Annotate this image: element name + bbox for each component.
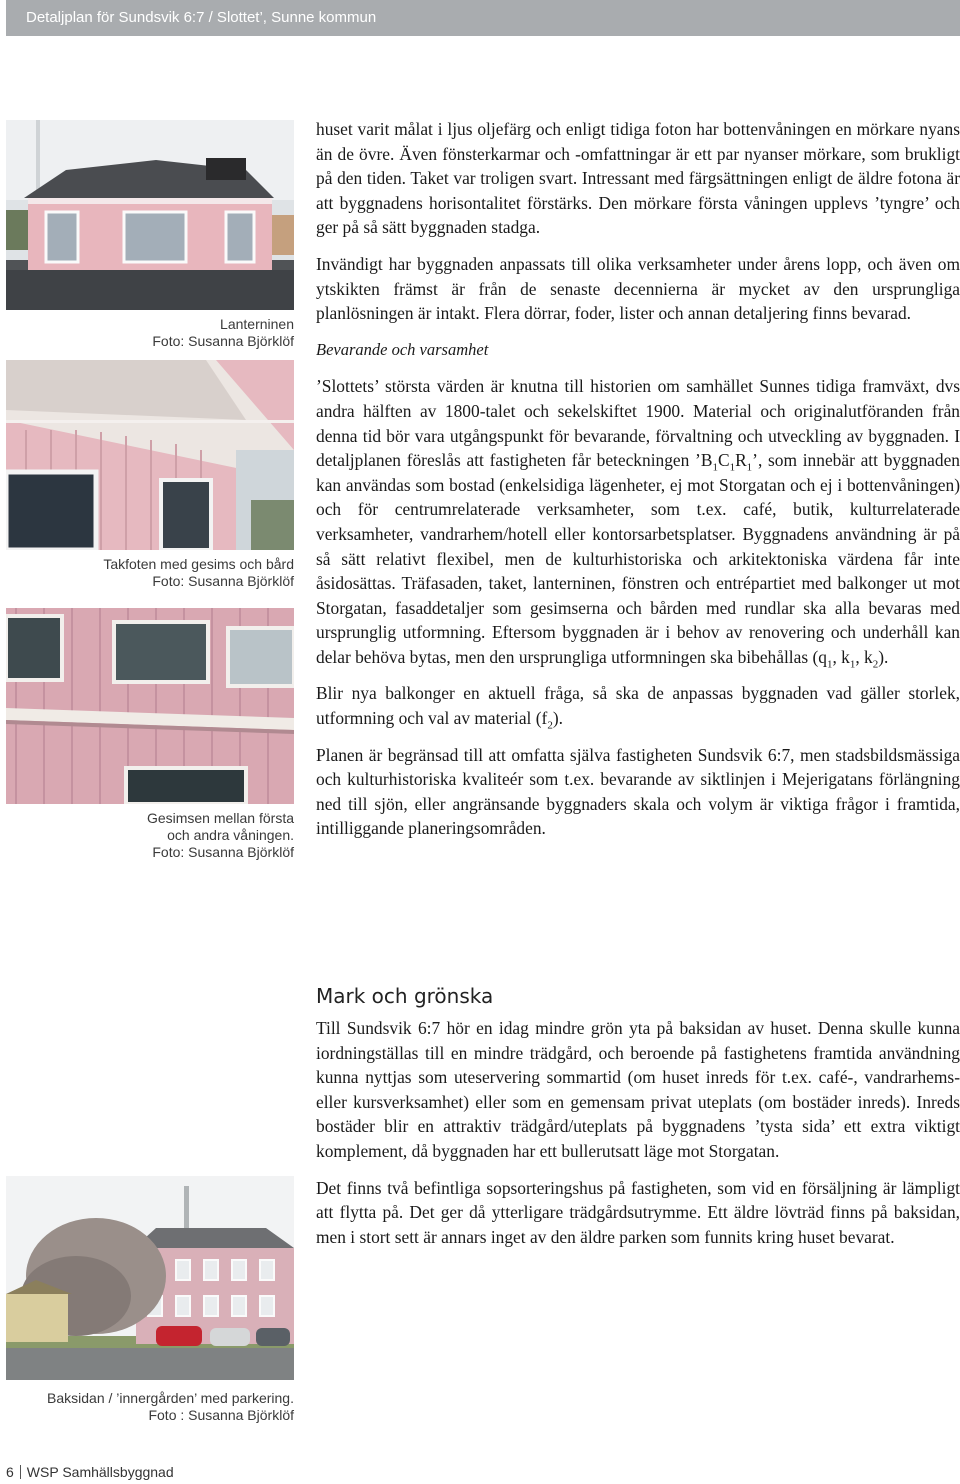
caption-title: Baksidan / ’innergården’ med parkering. bbox=[47, 1390, 294, 1406]
caption-title: Lanterninen bbox=[220, 316, 294, 332]
header-title: Detaljplan för Sundsvik 6:7 / Slottet’, Sunne kommun bbox=[26, 9, 377, 26]
caption-title-2: och andra våningen. bbox=[167, 827, 294, 843]
paragraph: huset varit målat i ljus oljefärg och enligt tidiga foton har bottenvåningen en mörkare nyans än de övre. Även fönsterkarmar och -omfattningar är ett par nyanser mörkare, som brukligt på den tiden. Taket var troligen svart. Intressant med färgsättningen enligt de äldre fotona är att byggnadens horisontalitet förstärks. Den mörkare första våningen upplevs ’tyngre’ och ger på så sätt byggnaden stadga. bbox=[316, 119, 960, 238]
caption-takfoten bbox=[4, 556, 294, 590]
caption-baksidan bbox=[4, 1390, 294, 1424]
photo-baksidan bbox=[6, 1176, 294, 1380]
text-column-upper bbox=[316, 117, 960, 841]
paragraph: Invändigt har byggnaden anpassats till olika verksamheter under årens lopp, och även om ytskikten främst är från de senaste decennierna är mycket av den ursprungliga planlösningen är intakt. Flera dörrar, foder, lister och annan detaljering finns bevarad. bbox=[316, 253, 960, 324]
photo-gesimsen bbox=[6, 608, 294, 804]
caption-lanterninen bbox=[4, 316, 294, 350]
footer-org: WSP Samhällsbyggnad bbox=[26, 1464, 174, 1480]
photo-takfoten bbox=[6, 360, 294, 550]
subheading: Bevarande och varsamhet bbox=[316, 339, 489, 359]
paragraph: Blir nya balkonger en aktuell fråga, så ska de anpassas byggnaden vad gäller storlek, utformning och val av material $(f_2)$. bbox=[316, 683, 960, 732]
page-number: 6 bbox=[6, 1464, 14, 1480]
caption-credit: Foto: Susanna Björklöf bbox=[152, 573, 294, 589]
section-heading: Mark och grönska bbox=[316, 984, 494, 1008]
caption-credit: Foto: Susanna Björklöf bbox=[152, 333, 294, 349]
footer-divider bbox=[20, 1465, 21, 1479]
page-footer bbox=[6, 1464, 174, 1480]
text-column-lower bbox=[316, 1016, 960, 1249]
paragraph: Till Sundsvik 6:7 hör en idag mindre grön yta på baksidan av huset. Denna skulle kunna iordningställas till en mindre trädgård, och beroende på fastighetens framtida användning kunna nyttjas som uteservering sommartid (om huset inreds för t.ex. café-, vandrarhems- eller kursverksamhet) eller som en gemensam privat uteplats (om bostäder inreds). Inreds bostäder blir en attraktiv trädgård/uteplats på byggnadens ’tysta sida’ ett extra viktigt komplement, då byggnaden har ett bullerutsatt läge mot Storgatan. bbox=[316, 1018, 960, 1161]
paragraph: ’Slottets’ största värden är knutna till historien om samhället Sunnes tidiga framväxt, dvs andra hälften av 1800-talet och sekelskiftet 1900. Material och originalutföranden från denna tid bör vara utgångspunkt för bevarande, förvaltning och utveckling av byggnaden. I detaljplanen föreslås att fastigheten får beteckningen $’B_1C_1R_1$’, som innebär att byggnaden kan användas som bostad (enkelsidiga lägenheter, ej mot Storgatan och ej i bottenvåningen) och för centrumrelaterade verksamheter, som t.ex. café, butik, kulturrelaterade verksamheter, vandrarhem/hotell eller kontorsarbetsplatser. Byggnadens användning är på så sätt relativt flexibel, men de kulturhistoriska och arkitektoniska värdena får inte åsidosättas. Träfasaden, taket, lanterninen, fönstren och entrépartiet med balkonger ut mot Storgatan, fasaddetaljer som gesimserna och bården med rundlar ska alla bevaras med ursprunglig utformning. Eftersom byggnaden är i behov av renovering och underhåll kan delar behöva bytas, men den ursprungliga utformningen ska bibehållas ($q_1$, $k_1$, $k_2$). bbox=[316, 376, 960, 671]
caption-credit: Foto: Susanna Björklöf bbox=[152, 844, 294, 860]
paragraph: Planen är begränsad till att omfatta själva fastigheten Sundsvik 6:7, men stadsbildsmässiga och kulturhistoriska kvaliteér som t.ex. bevarande av siktlinjen i Mejerigatans förlängning ned till sjön, eller angränsande byggnaders skala och volym är viktiga frågor i framtida, intilliggande planeringsområden. bbox=[316, 744, 960, 839]
paragraph: Det finns två befintliga sopsorteringshus på fastigheten, som vid en försäljning är lämpligt att flytta på. Det ger då ytterligare trädgårdsutrymme. Ett äldre lövträd finns på baksidan, men i stort sett är annars inget av den äldre parken som funnits kring huset bevarat. bbox=[316, 1177, 960, 1247]
caption-title: Takfoten med gesims och bård bbox=[103, 556, 294, 572]
page-header bbox=[6, 0, 960, 36]
caption-gesimsen bbox=[4, 810, 294, 861]
photo-lanterninen bbox=[6, 120, 294, 310]
caption-credit: Foto : Susanna Björklöf bbox=[148, 1407, 294, 1423]
caption-title: Gesimsen mellan första bbox=[146, 810, 294, 826]
